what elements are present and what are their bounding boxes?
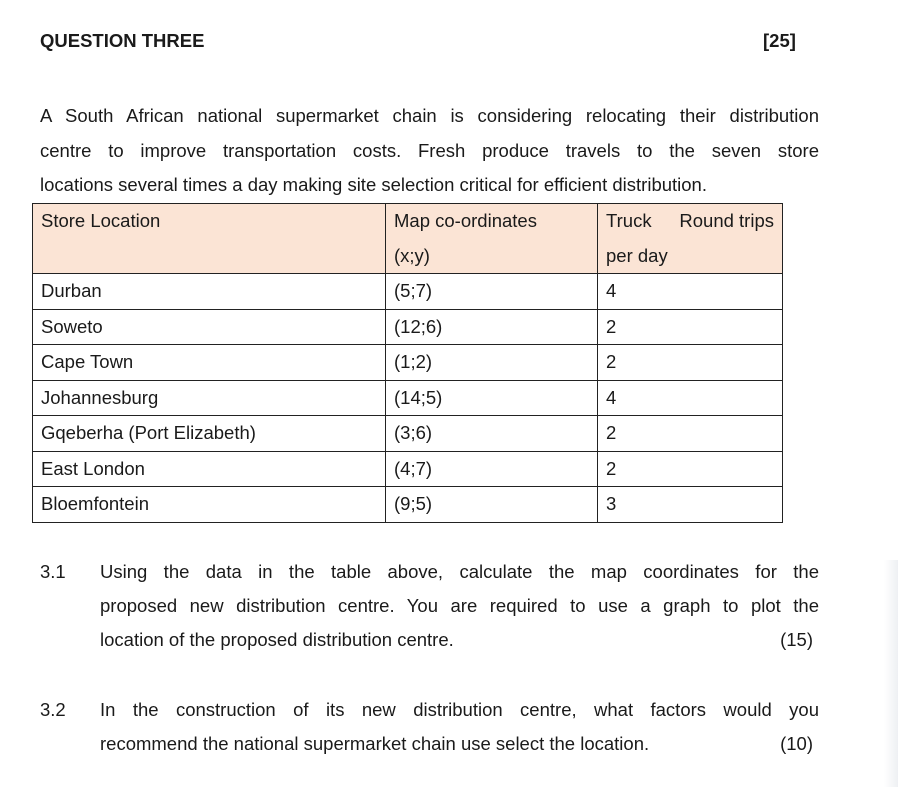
cell-trips: 3 [598, 487, 783, 523]
cell-coords: (14;5) [386, 380, 598, 416]
header-map-word: Map [394, 210, 430, 231]
intro-line: centre to improve transportation costs. Fresh produce travels to the seven store [40, 139, 819, 161]
header-coords-word: co-ordinates [435, 210, 537, 231]
cell-coords: (12;6) [386, 309, 598, 345]
question-line: Using the data in the table above, calculate the map coordinates for the [100, 561, 819, 582]
cell-trips: 2 [598, 345, 783, 381]
header-round-trips: Round trips [679, 210, 774, 231]
cell-trips: 4 [598, 380, 783, 416]
question-text [100, 693, 819, 761]
question-marks: (15) [780, 629, 813, 650]
table-row [33, 451, 783, 487]
table-row [33, 274, 783, 310]
cell-location: Gqeberha (Port Elizabeth) [33, 416, 386, 452]
cell-location: Durban [33, 274, 386, 310]
store-locations-table [32, 203, 783, 523]
question-marks: (10) [780, 733, 813, 754]
table-row [33, 345, 783, 381]
table-row [33, 416, 783, 452]
cell-location: Cape Town [33, 345, 386, 381]
cell-coords: (5;7) [386, 274, 598, 310]
table-row [33, 309, 783, 345]
cell-coords: (1;2) [386, 345, 598, 381]
question-line: proposed new distribution centre. You are required to use a graph to plot the [100, 595, 819, 616]
cell-coords: (4;7) [386, 451, 598, 487]
cell-coords: (3;6) [386, 416, 598, 452]
header-xy: (x;y) [394, 244, 430, 266]
cell-location: Soweto [33, 309, 386, 345]
cell-coords: (9;5) [386, 487, 598, 523]
question-line [100, 727, 819, 761]
header-per-day: per day [606, 244, 668, 266]
question-line: In the construction of its new distribution centre, what factors would you [100, 699, 819, 720]
question-line [100, 623, 819, 657]
table-row [33, 487, 783, 523]
table-header-row [33, 204, 783, 274]
cell-location: Bloemfontein [33, 487, 386, 523]
table-row [33, 380, 783, 416]
page-edge-shadow [884, 560, 898, 787]
cell-trips: 2 [598, 416, 783, 452]
question-title: QUESTION THREE [40, 30, 205, 51]
cell-location: East London [33, 451, 386, 487]
cell-trips: 4 [598, 274, 783, 310]
header-store-location: Store Location [33, 204, 386, 274]
question-total-marks: [25] [763, 30, 796, 51]
intro-line: A South African national supermarket chain is considering relocating their distribution [40, 105, 819, 126]
question-number: 3.1 [40, 561, 66, 582]
intro-paragraph [40, 99, 819, 203]
header-truck-word: Truck [606, 210, 652, 231]
cell-trips: 2 [598, 309, 783, 345]
cell-trips: 2 [598, 451, 783, 487]
intro-line: locations several times a day making site selection critical for efficient distribution. [40, 174, 707, 195]
cell-location: Johannesburg [33, 380, 386, 416]
header-truck-trips [598, 204, 783, 274]
question-line-text: location of the proposed distribution centre. [100, 629, 454, 650]
question-number: 3.2 [40, 699, 66, 720]
header-map-coordinates [386, 204, 598, 274]
question-text [100, 555, 819, 657]
question-line-text: recommend the national supermarket chain use select the location. [100, 733, 650, 754]
